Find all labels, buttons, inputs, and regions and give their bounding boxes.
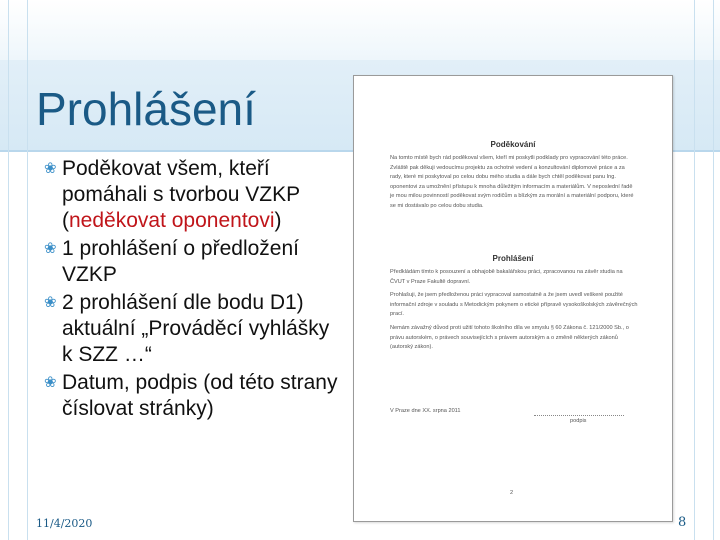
- bullet-item: [44, 370, 344, 422]
- bullet-item: [44, 156, 344, 234]
- bullet-icon: ❀: [44, 294, 57, 311]
- bullet-icon: ❀: [44, 160, 57, 177]
- doc-heading-thanks: Poděkování: [490, 140, 536, 149]
- bullet-list: [44, 156, 344, 424]
- doc-paragraphs: [390, 268, 638, 357]
- doc-signature-label: podpis: [570, 418, 587, 424]
- doc-signature-line: [534, 415, 624, 416]
- left-decor-rule: [8, 0, 28, 540]
- doc-page-mark: 2: [510, 490, 514, 496]
- bullet-text-highlight: neděkovat oponentovi: [69, 209, 275, 232]
- bullet-icon: ❀: [44, 240, 57, 257]
- slide-title: Prohlášení: [36, 83, 256, 135]
- bullet-item: [44, 290, 344, 368]
- bullet-icon: ❀: [44, 374, 57, 391]
- bullet-text: 1 prohlášení o předložení VZKP: [62, 237, 299, 286]
- doc-paragraph: [390, 154, 638, 216]
- bullet-text-end: ): [274, 209, 282, 232]
- slide-page-number: 8: [678, 515, 687, 530]
- slide-date: 11/4/2020: [36, 517, 93, 530]
- doc-place-date: V Praze dne XX. srpna 2011: [390, 408, 461, 414]
- right-decor-rule: [694, 0, 714, 540]
- doc-declaration-text-2: Prohlašuji, že jsem předloženou práci vypracoval samostatně a že jsem uvedl veškeré použité informační zdroje v souladu s Metodickým pokynem o etické přípravě vysokoškolských závěrečných prací.: [390, 292, 638, 318]
- bullet-text: Datum, podpis (od této strany číslovat stránky): [62, 371, 338, 420]
- bullet-item: [44, 236, 344, 288]
- header-band: [0, 0, 720, 60]
- bullet-text: 2 prohlášení dle bodu D1) aktuální „Prováděcí vyhlášky k SZZ …“: [62, 291, 330, 366]
- bullet-text: Poděkovat všem, kteří pomáhali s tvorbou VZKP (: [62, 157, 300, 232]
- doc-heading-declaration: Prohlášení: [492, 254, 534, 263]
- document-preview-image: [353, 75, 673, 522]
- doc-thanks-text: Na tomto místě bych rád poděkoval všem, kteří mi poskytli podklady pro vypracování této práce. Zvláště pak děkuji vedoucímu projektu za ochotné vedení a konzultování diplomové práce a za rady, které mi poskytoval po celou dobu mého studia a dále bych chtěl poděkovat panu Ing. oponentovi za umožnění přístupu k mnoha důležitým informacím a materiálům. V neposlední řadě je mou milou povinností poděkovat svým rodičům a blízkým za morální a materiální podporu, které se mi dostávalo po celou dobu studia.: [390, 155, 634, 209]
- doc-declaration-text-3: Nemám závažný důvod proti užití tohoto školního díla ve smyslu § 60 Zákona č. 121/2000 Sb., o právu autorském, o právech souvisejících s právem autorským a o změně některých zákonů (autorský zákon).: [390, 324, 629, 351]
- doc-declaration-text-1: Předkládám tímto k posouzení a obhajobě bakalářskou práci, zpracovanou na závěr studia na ČVUT v Praze Fakultě dopravní.: [390, 269, 623, 285]
